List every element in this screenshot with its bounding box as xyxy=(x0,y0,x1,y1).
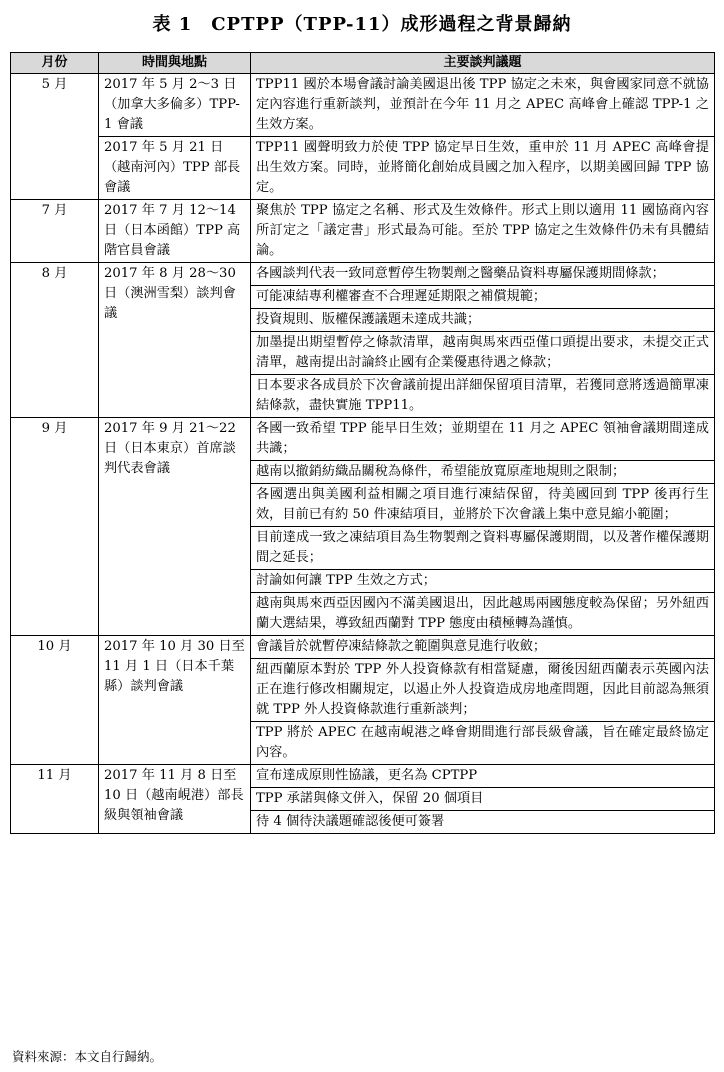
issue-cell: TPP11 國聲明致力於使 TPP 協定早日生效，重申於 11 月 APEC 高峰會提出生效方案。同時，並將簡化創始成員國之加入程序，以期美國回歸 TPP 協定。 xyxy=(251,137,715,200)
issue-cell: 各國一致希望 TPP 能早日生效；並期望在 11 月之 APEC 領袖會議期間達成共識； xyxy=(251,418,715,461)
source-note: 資料來源：本文自行歸納。 xyxy=(12,1049,163,1064)
issue-cell: TPP11 國於本場會議討論美國退出後 TPP 協定之未來，與會國家同意不就協定內容進行重新談判，並預計在今年 11 月之 APEC 高峰會上確認 TPP-1 之生效方案。 xyxy=(251,74,715,137)
issue-cell: 待 4 個待決議題確認後便可簽署 xyxy=(251,811,715,834)
table-row xyxy=(11,636,715,659)
place-cell: 2017 年 5 月 21 日（越南河內）TPP 部長會議 xyxy=(99,137,251,200)
header-place: 時間與地點 xyxy=(99,53,251,74)
background-table xyxy=(10,52,715,834)
issue-cell: 紐西蘭原本對於 TPP 外人投資條款有相當疑慮，爾後因紐西蘭表示英國內法正在進行修改相關規定，以遏止外人投資造成房地產問題，因此目前認為無須就 TPP 外人投資條款進行重新談判； xyxy=(251,659,715,722)
table-row xyxy=(11,137,715,200)
place-cell: 2017 年 7 月 12～14 日（日本函館）TPP 高階官員會議 xyxy=(99,200,251,263)
issue-cell: 日本要求各成員於下次會議前提出詳細保留項目清單，若獲同意將透過簡單凍結條款，盡快實施 TPP11。 xyxy=(251,375,715,418)
place-cell: 2017 年 10 月 30 日至 11 月 1 日（日本千葉縣）談判會議 xyxy=(99,636,251,765)
header-issue: 主要談判議題 xyxy=(251,53,715,74)
issue-cell: 討論如何讓 TPP 生效之方式； xyxy=(251,570,715,593)
issue-cell: 投資規則、版權保護議題未達成共識； xyxy=(251,309,715,332)
issue-cell: 越南以撤銷紡織品關稅為條件，希望能放寬原產地規則之限制； xyxy=(251,461,715,484)
issue-cell: 各國選出與美國利益相關之項目進行凍結保留，待美國回到 TPP 後再行生效，目前已有約 50 件凍結項目，並將於下次會議上集中意見縮小範圍； xyxy=(251,484,715,527)
place-cell: 2017 年 11 月 8 日至 10 日（越南峴港）部長級與領袖會議 xyxy=(99,765,251,834)
issue-cell: TPP 承諾與條文併入，保留 20 個項目 xyxy=(251,788,715,811)
place-cell: 2017 年 5 月 2～3 日（加拿大多倫多）TPP-1 會議 xyxy=(99,74,251,137)
table-row xyxy=(11,74,715,137)
table-row xyxy=(11,263,715,286)
header-month: 月份 xyxy=(11,53,99,74)
issue-cell: 會議旨於就暫停凍結條款之範圍與意見進行收斂； xyxy=(251,636,715,659)
place-cell: 2017 年 8 月 28～30 日（澳洲雪梨）談判會議 xyxy=(99,263,251,418)
month-cell: 10 月 xyxy=(11,636,99,765)
month-cell: 7 月 xyxy=(11,200,99,263)
month-cell: 5 月 xyxy=(11,74,99,200)
table-title: 表 1 CPTPP（TPP-11）成形過程之背景歸納 xyxy=(152,14,572,35)
month-cell: 9 月 xyxy=(11,418,99,636)
issue-cell: 可能凍結專利權審查不合理遲延期限之補償規範； xyxy=(251,286,715,309)
table-row xyxy=(11,765,715,788)
place-cell: 2017 年 9 月 21～22 日（日本東京）首席談判代表會議 xyxy=(99,418,251,636)
issue-cell: 越南與馬來西亞因國內不滿美國退出，因此越馬兩國態度較為保留；另外紐西蘭大選結果，導致紐西蘭對 TPP 態度由積極轉為謹慎。 xyxy=(251,593,715,636)
issue-cell: 宣布達成原則性協議，更名為 CPTPP xyxy=(251,765,715,788)
table-row xyxy=(11,200,715,263)
issue-cell: 目前達成一致之凍結項目為生物製劑之資料專屬保護期間，以及著作權保護期間之延長； xyxy=(251,527,715,570)
month-cell: 11 月 xyxy=(11,765,99,834)
issue-cell: TPP 將於 APEC 在越南峴港之峰會期間進行部長級會議，旨在確定最終協定內容。 xyxy=(251,722,715,765)
month-cell: 8 月 xyxy=(11,263,99,418)
table-row xyxy=(11,418,715,461)
issue-cell: 加墨提出期望暫停之條款清單，越南與馬來西亞僅口頭提出要求，未提交正式清單，越南提出討論終止國有企業優惠待遇之條款； xyxy=(251,332,715,375)
issue-cell: 聚焦於 TPP 協定之名稱、形式及生效條件。形式上則以適用 11 國協商內容所訂定之「議定書」形式最為可能。至於 TPP 協定之生效條件仍未有具體結論。 xyxy=(251,200,715,263)
issue-cell: 各國談判代表一致同意暫停生物製劑之醫藥品資料專屬保護期間條款； xyxy=(251,263,715,286)
table-header-row xyxy=(11,53,715,74)
